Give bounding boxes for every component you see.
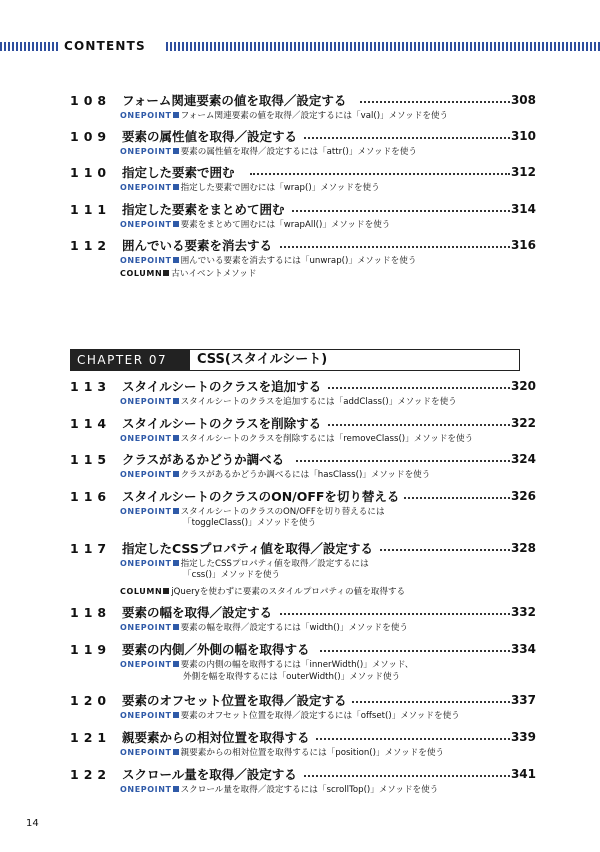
entry-title: 要素のオフセット位置を取得／設定する <box>122 693 347 708</box>
onepoint-note <box>120 558 369 570</box>
onepoint-label: ONEPOINT <box>120 470 172 479</box>
square-bullet-icon <box>173 257 179 263</box>
entry-title: クラスがあるかどうか調べる <box>122 452 285 467</box>
leader-dots <box>304 775 510 777</box>
header-title: CONTENTS <box>64 39 146 53</box>
entry-title: フォーム関連要素の値を取得／設定する <box>122 93 347 108</box>
onepoint-note <box>120 469 430 481</box>
entry-number: 110 <box>70 165 112 180</box>
onepoint-note <box>120 710 460 722</box>
entry-page: 324 <box>510 452 536 466</box>
onepoint-note <box>120 784 438 796</box>
note-text: スクロール量を取得／設定するには「scrollTop()」メソッドを使う <box>180 785 439 795</box>
square-bullet-icon <box>173 749 179 755</box>
toc-entry-113[interactable] <box>70 378 536 395</box>
note-continuation: 「toggleClass()」メソッドを使う <box>183 518 317 528</box>
entry-title: 指定したCSSプロパティ値を取得／設定する <box>122 541 373 556</box>
onepoint-label: ONEPOINT <box>120 434 172 443</box>
square-bullet-icon <box>163 588 169 594</box>
onepoint-label: ONEPOINT <box>120 559 172 568</box>
square-bullet-icon <box>173 112 179 118</box>
onepoint-label: ONEPOINT <box>120 256 172 265</box>
onepoint-label: ONEPOINT <box>120 507 172 516</box>
column-label: COLUMN <box>120 269 163 278</box>
toc-entry-120[interactable] <box>70 692 536 709</box>
note-continuation: 外側を幅を取得するには「outerWidth()」メソッド使う <box>183 672 401 682</box>
leader-dots <box>304 137 510 139</box>
entry-number: 121 <box>70 730 112 745</box>
square-bullet-icon <box>173 661 179 667</box>
onepoint-note <box>120 622 408 634</box>
entry-number: 120 <box>70 693 112 708</box>
leader-dots <box>316 738 510 740</box>
square-bullet-icon <box>173 435 179 441</box>
entry-title: スタイルシートのクラスを追加する <box>122 379 322 394</box>
onepoint-label: ONEPOINT <box>120 660 172 669</box>
toc-entry-118[interactable] <box>70 604 536 621</box>
leader-dots <box>380 549 510 551</box>
note-text: jQueryを使わずに要素のスタイルプロパティの値を取得する <box>171 587 406 597</box>
chapter-label: CHAPTER 07 <box>71 350 190 370</box>
column-note <box>120 268 256 280</box>
toc-entry-116[interactable] <box>70 488 536 505</box>
onepoint-note <box>120 396 457 408</box>
note-text: 要素をまとめて囲むには「wrapAll()」メソッドを使う <box>180 220 391 230</box>
leader-dots <box>296 460 510 462</box>
entry-title: 囲んでいる要素を消去する <box>122 238 273 253</box>
onepoint-note <box>120 219 390 231</box>
note-text: 要素の幅を取得／設定するには「width()」メソッドを使う <box>180 623 408 633</box>
note-text: スタイルシートのクラスを追加するには「addClass()」メソッドを使う <box>180 397 457 407</box>
entry-number: 113 <box>70 379 112 394</box>
square-bullet-icon <box>173 148 179 154</box>
square-bullet-icon <box>173 184 179 190</box>
entry-title: スタイルシートのクラスのON/OFFを切り替える <box>122 489 400 504</box>
entry-title: スクロール量を取得／設定する <box>122 767 297 782</box>
onepoint-label: ONEPOINT <box>120 220 172 229</box>
toc-entry-117[interactable] <box>70 540 536 557</box>
onepoint-label: ONEPOINT <box>120 785 172 794</box>
leader-dots <box>280 246 510 248</box>
entry-page: 332 <box>510 605 536 619</box>
note-text: 要素のオフセット位置を取得／設定するには「offset()」メソッドを使う <box>180 711 460 721</box>
leader-dots <box>320 650 510 652</box>
leader-dots <box>352 701 510 703</box>
entry-number: 109 <box>70 129 112 144</box>
entry-page: 308 <box>510 93 536 107</box>
note-text: スタイルシートのクラスを削除するには「removeClass()」メソッドを使う <box>180 434 474 444</box>
note-text: 指定したCSSプロパティ値を取得／設定するには <box>180 559 369 569</box>
note-text: 要素の属性値を取得／設定するには「attr()」メソッドを使う <box>180 147 417 157</box>
note-continuation: 「css()」メソッドを使う <box>183 570 281 580</box>
entry-number: 117 <box>70 541 112 556</box>
toc-entry-111[interactable] <box>70 201 536 218</box>
entry-page: 314 <box>510 202 536 216</box>
note-text: 指定した要素で囲むには「wrap()」メソッドを使う <box>180 183 380 193</box>
column-note <box>120 586 405 598</box>
entry-number: 118 <box>70 605 112 620</box>
onepoint-label: ONEPOINT <box>120 111 172 120</box>
entry-number: 108 <box>70 93 112 108</box>
entry-page: 328 <box>510 541 536 555</box>
onepoint-note <box>120 659 413 671</box>
onepoint-label: ONEPOINT <box>120 147 172 156</box>
chapter-title: CSS(スタイルシート) <box>197 352 328 367</box>
onepoint-label: ONEPOINT <box>120 183 172 192</box>
note-text: クラスがあるかどうか調べるには「hasClass()」メソッドを使う <box>180 470 431 480</box>
entry-title: 要素の内側／外側の幅を取得する <box>122 642 310 657</box>
note-text: 要素の内側の幅を取得するには「innerWidth()」メソッド、 <box>180 660 414 670</box>
entry-title: スタイルシートのクラスを削除する <box>122 416 322 431</box>
onepoint-note <box>120 110 448 122</box>
onepoint-label: ONEPOINT <box>120 748 172 757</box>
onepoint-note <box>120 182 380 194</box>
toc-entry-112[interactable] <box>70 237 536 254</box>
note-text: 古いイベントメソッド <box>171 269 257 279</box>
entry-number: 119 <box>70 642 112 657</box>
leader-dots <box>292 210 510 212</box>
entry-title: 要素の属性値を取得／設定する <box>122 129 298 144</box>
onepoint-note <box>120 146 417 158</box>
square-bullet-icon <box>173 560 179 566</box>
entry-number: 111 <box>70 202 112 217</box>
entry-title: 指定した要素で囲む <box>122 165 235 180</box>
entry-page: 312 <box>510 165 536 179</box>
entry-page: 316 <box>510 238 536 252</box>
entry-page: 337 <box>510 693 536 707</box>
note-text: 囲んでいる要素を消去するには「unwrap()」メソッドを使う <box>180 256 417 266</box>
chapter-header <box>70 349 520 371</box>
square-bullet-icon <box>173 221 179 227</box>
onepoint-note <box>120 255 416 267</box>
leader-dots <box>328 387 510 389</box>
note-text: 親要素からの相対位置を取得するには「position()」メソッドを使う <box>180 748 445 758</box>
note-text: フォーム関連要素の値を取得／設定するには「val()」メソッドを使う <box>180 111 449 121</box>
onepoint-label: ONEPOINT <box>120 711 172 720</box>
toc-entry-114[interactable] <box>70 415 536 432</box>
header-stripes-right <box>166 42 600 51</box>
toc-entry-121[interactable] <box>70 729 536 746</box>
entry-number: 114 <box>70 416 112 431</box>
toc-entry-115[interactable] <box>70 451 536 468</box>
note-text: スタイルシートのクラスのON/OFFを切り替えるには <box>180 507 385 517</box>
entry-title: 親要素からの相対位置を取得する <box>122 730 310 745</box>
contents-header <box>0 40 600 52</box>
column-label: COLUMN <box>120 587 163 596</box>
entry-page: 341 <box>510 767 536 781</box>
entry-number: 122 <box>70 767 112 782</box>
onepoint-label: ONEPOINT <box>120 623 172 632</box>
entry-page: 322 <box>510 416 536 430</box>
entry-page: 326 <box>510 489 536 503</box>
square-bullet-icon <box>173 471 179 477</box>
entry-number: 116 <box>70 489 112 504</box>
square-bullet-icon <box>173 398 179 404</box>
toc-entry-119[interactable] <box>70 641 536 658</box>
entry-page: 334 <box>510 642 536 656</box>
entry-page: 320 <box>510 379 536 393</box>
toc-entry-110[interactable] <box>70 164 536 181</box>
square-bullet-icon <box>173 508 179 514</box>
entry-page: 310 <box>510 129 536 143</box>
onepoint-note <box>120 433 473 445</box>
leader-dots <box>280 613 510 615</box>
square-bullet-icon <box>173 624 179 630</box>
leader-dots <box>404 497 510 499</box>
leader-dots <box>360 101 510 103</box>
leader-dots <box>250 173 510 175</box>
onepoint-label: ONEPOINT <box>120 397 172 406</box>
entry-title: 要素の幅を取得／設定する <box>122 605 273 620</box>
onepoint-note <box>120 747 444 759</box>
entry-title: 指定した要素をまとめて囲む <box>122 202 285 217</box>
square-bullet-icon <box>163 270 169 276</box>
onepoint-note <box>120 506 385 518</box>
square-bullet-icon <box>173 786 179 792</box>
toc-entry-109[interactable] <box>70 128 536 145</box>
toc-entry-122[interactable] <box>70 766 536 783</box>
entry-page: 339 <box>510 730 536 744</box>
leader-dots <box>328 424 510 426</box>
entry-number: 112 <box>70 238 112 253</box>
toc-entry-108[interactable] <box>70 92 536 109</box>
header-stripes-left <box>0 42 58 51</box>
page-number: 14 <box>26 818 39 829</box>
entry-number: 115 <box>70 452 112 467</box>
square-bullet-icon <box>173 712 179 718</box>
